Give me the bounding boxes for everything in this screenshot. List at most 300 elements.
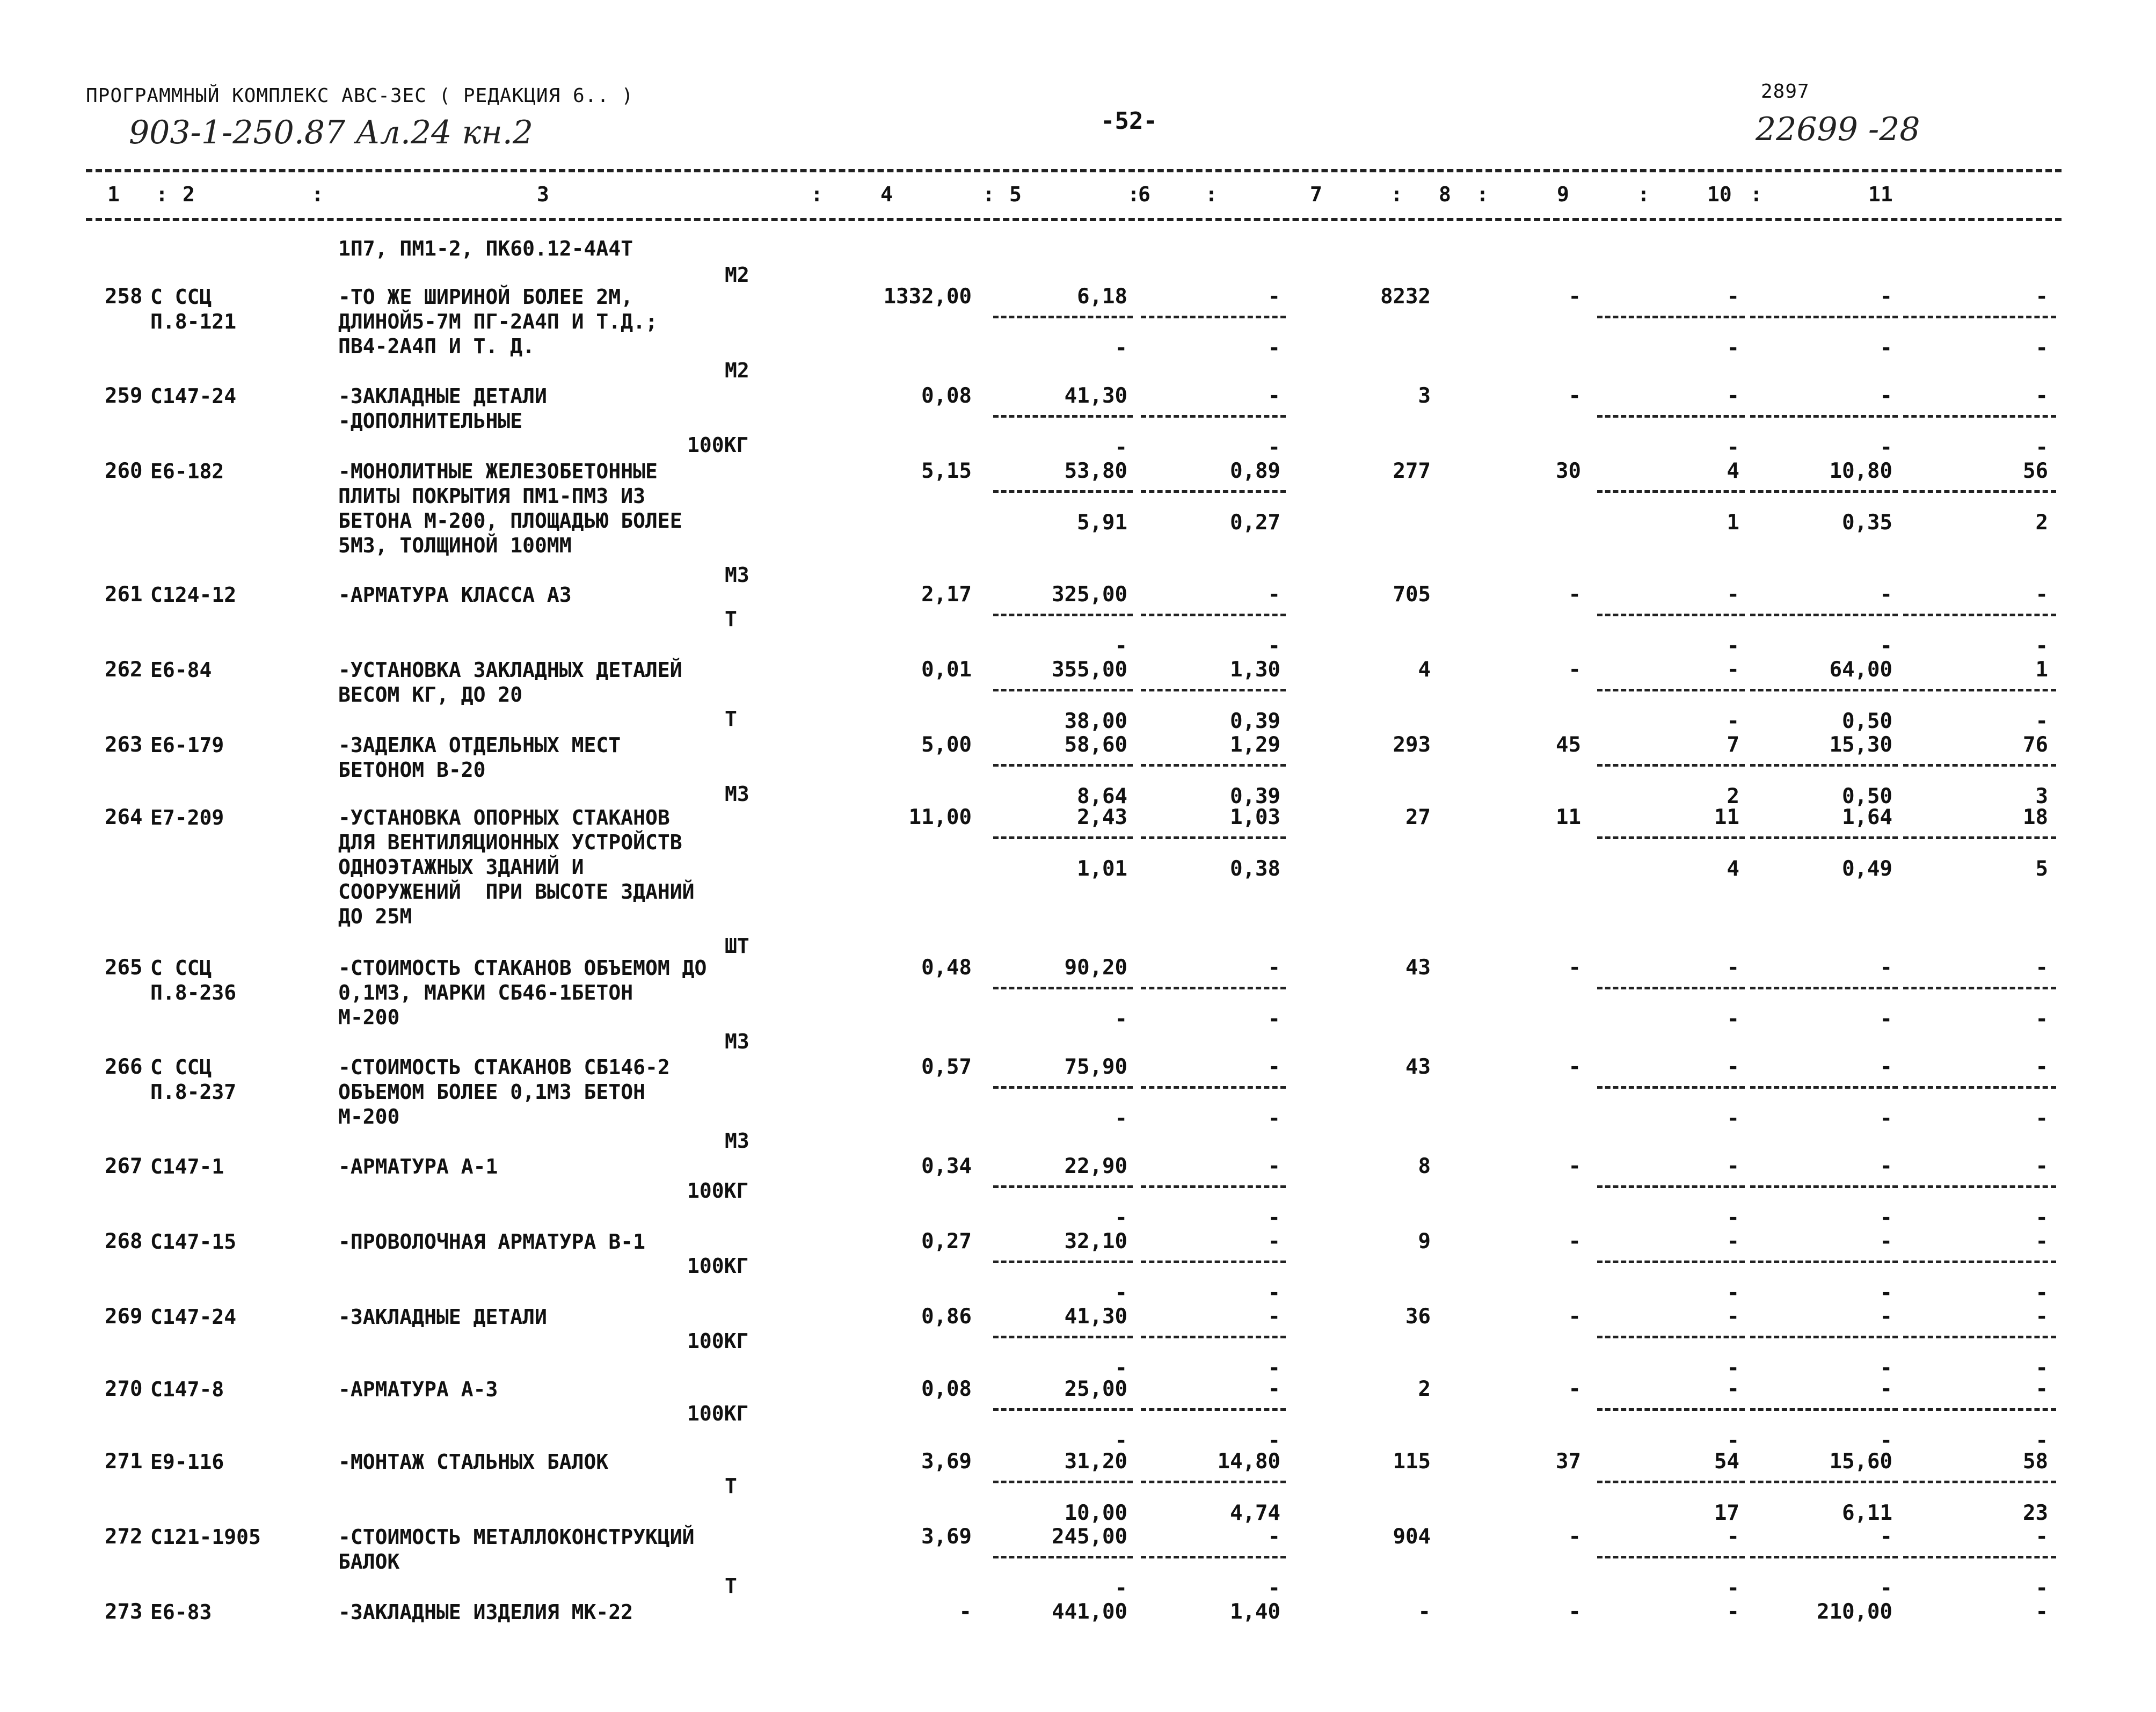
cell-col-7: 4	[1418, 658, 1431, 682]
column-number: 5	[1009, 183, 1022, 206]
subvalue-s5: -	[1115, 1429, 1127, 1453]
unit-of-measure: Т	[725, 1474, 737, 1498]
cell-col-7: 9	[1418, 1229, 1431, 1254]
unit-of-measure: 100КГ	[687, 433, 749, 457]
subvalue-s6: -	[1268, 336, 1280, 360]
subtotal-separator	[1141, 316, 1286, 318]
cell-col-4: 11,00	[908, 805, 972, 829]
cell-col-4: 0,27	[921, 1229, 972, 1254]
subvalue-s9: -	[1727, 336, 1739, 360]
subtotal-separator	[1141, 1556, 1286, 1558]
unit-of-measure: М3	[725, 782, 749, 806]
subtotal-separator	[993, 764, 1133, 767]
subtotal-separator	[1903, 1336, 2056, 1338]
subtotal-separator	[993, 1556, 1133, 1558]
subtotal-separator	[1597, 1086, 1745, 1089]
subtotal-separator	[1903, 987, 2056, 989]
work-description: -ЗАКЛАДНЫЕ ДЕТАЛИ -ДОПОЛНИТЕЛЬНЫЕ	[338, 384, 547, 433]
cell-col-4: 0,57	[921, 1055, 972, 1079]
cell-col-10: -	[1880, 1229, 1892, 1254]
work-description: -МОНТАЖ СТАЛЬНЫХ БАЛОК	[338, 1450, 609, 1474]
unit-of-measure: 100КГ	[687, 1402, 749, 1425]
subvalue-s5: 1,01	[1077, 857, 1127, 881]
column-separator-colon: :	[311, 183, 324, 206]
cell-col-11: -	[2035, 1055, 2048, 1079]
column-separator-colon: :	[811, 183, 823, 206]
subvalue-s6: 4,74	[1230, 1501, 1280, 1525]
cell-col-10: -	[1880, 1154, 1892, 1178]
cell-col-9: -	[1727, 956, 1739, 980]
column-number: 9	[1557, 183, 1569, 206]
subtotal-separator	[1141, 836, 1286, 839]
cell-col-7: 277	[1393, 459, 1431, 483]
subtotal-separator	[1597, 316, 1745, 318]
unit-of-measure: ШТ	[725, 934, 749, 958]
subtotal-separator	[1597, 1556, 1745, 1558]
cell-col-9: 11	[1714, 805, 1739, 829]
column-number: 10	[1707, 183, 1732, 206]
subtotal-separator	[1903, 316, 2056, 318]
subtotal-separator	[1750, 987, 1898, 989]
cell-col-6: 1,29	[1230, 733, 1280, 757]
cell-col-9: -	[1727, 1305, 1739, 1329]
cell-col-11: -	[2035, 1600, 2048, 1624]
subvalue-s10: -	[1880, 634, 1892, 658]
subtotal-separator	[1597, 1185, 1745, 1188]
cell-col-7: 8	[1418, 1154, 1431, 1178]
subtotal-separator	[1141, 490, 1286, 493]
row-number: 265	[105, 956, 143, 980]
subvalue-s9: -	[1727, 634, 1739, 658]
column-separator-colon: :	[1476, 183, 1489, 206]
subvalue-s11: -	[2035, 1576, 2048, 1600]
subvalue-s11: -	[2035, 1206, 2048, 1230]
subvalue-s9: -	[1727, 1007, 1739, 1031]
row-number: 270	[105, 1377, 143, 1401]
cell-col-5: 90,20	[1064, 956, 1127, 980]
subtotal-separator	[1750, 1408, 1898, 1411]
work-description: -ЗАДЕЛКА ОТДЕЛЬНЫХ МЕСТ БЕТОНОМ В-20	[338, 733, 621, 782]
subvalue-s6: -	[1268, 1356, 1280, 1380]
cell-col-11: -	[2035, 956, 2048, 980]
cell-col-8: 37	[1556, 1449, 1581, 1474]
subvalue-s6: 0,38	[1230, 857, 1280, 881]
column-separator-colon: :	[1750, 183, 1762, 206]
subvalue-s11: -	[2035, 709, 2048, 733]
subtotal-separator	[1141, 1086, 1286, 1089]
cell-col-8: 11	[1556, 805, 1581, 829]
subtotal-separator	[1903, 836, 2056, 839]
cell-col-11: 56	[2023, 459, 2048, 483]
unit-of-measure: Т	[725, 607, 737, 631]
work-description: 1П7, ПМ1-2, ПК60.12-4А4Т	[338, 237, 633, 260]
cell-col-5: 32,10	[1064, 1229, 1127, 1254]
subtotal-separator	[1597, 490, 1745, 493]
cell-col-8: -	[1568, 1600, 1581, 1624]
column-number: 4	[880, 183, 893, 206]
subtotal-separator	[1597, 1408, 1745, 1411]
subtotal-separator	[1750, 1481, 1898, 1483]
column-number: 3	[537, 183, 549, 206]
cell-col-8: -	[1568, 384, 1581, 408]
subvalue-s11: -	[2035, 1429, 2048, 1453]
subvalue-s5: -	[1115, 435, 1127, 460]
subtotal-separator	[993, 614, 1133, 616]
subvalue-s9: -	[1727, 709, 1739, 733]
subtotal-separator	[1903, 1556, 2056, 1558]
row-number: 272	[105, 1525, 143, 1549]
subtotal-separator	[1750, 689, 1898, 691]
price-code: Е6-182	[150, 460, 224, 483]
row-number: 260	[105, 459, 143, 483]
subvalue-s6: -	[1268, 634, 1280, 658]
work-description: -УСТАНОВКА ЗАКЛАДНЫХ ДЕТАЛЕЙ ВЕСОМ КГ, ДО 20	[338, 658, 682, 706]
cell-col-6: 1,03	[1230, 805, 1280, 829]
row-number: 268	[105, 1229, 143, 1254]
subvalue-s9: -	[1727, 1206, 1739, 1230]
subvalue-s11: 5	[2035, 857, 2048, 881]
subvalue-s6: -	[1268, 1429, 1280, 1453]
cell-col-6: -	[1268, 384, 1280, 408]
price-code: Е6-83	[150, 1600, 212, 1624]
cell-col-6: -	[1268, 1154, 1280, 1178]
subvalue-s9: -	[1727, 435, 1739, 460]
subvalue-s5: 8,64	[1077, 784, 1127, 808]
unit-of-measure: 100КГ	[687, 1329, 749, 1353]
subtotal-separator	[1141, 689, 1286, 691]
cell-col-4: 0,34	[921, 1154, 972, 1178]
column-separator-colon: :	[1637, 183, 1650, 206]
subtotal-separator	[1750, 764, 1898, 767]
cell-col-11: -	[2035, 1525, 2048, 1549]
unit-of-measure: М3	[725, 1030, 749, 1053]
subtotal-separator	[993, 490, 1133, 493]
cell-col-6: 0,89	[1230, 459, 1280, 483]
column-number: 6	[1138, 183, 1150, 206]
price-code: С121-1905	[150, 1525, 261, 1549]
cell-col-11: -	[2035, 582, 2048, 607]
subvalue-s5: -	[1115, 1576, 1127, 1600]
cell-col-4: 5,00	[921, 733, 972, 757]
subtotal-separator	[1597, 764, 1745, 767]
unit-of-measure: М2	[725, 263, 749, 287]
price-code: С147-15	[150, 1230, 237, 1254]
cell-col-8: -	[1568, 1305, 1581, 1329]
subvalue-s5: -	[1115, 1206, 1127, 1230]
cell-col-5: 2,43	[1077, 805, 1127, 829]
row-number: 266	[105, 1055, 143, 1079]
cell-col-9: -	[1727, 1154, 1739, 1178]
column-separator-colon: :	[156, 183, 168, 206]
cell-col-9: 7	[1727, 733, 1739, 757]
cell-col-7: 43	[1405, 1055, 1431, 1079]
subvalue-s11: 3	[2035, 784, 2048, 808]
cell-col-5: 31,20	[1064, 1449, 1127, 1474]
subvalue-s5: -	[1115, 1356, 1127, 1380]
cell-col-8: -	[1568, 285, 1581, 309]
subvalue-s10: 0,50	[1842, 784, 1892, 808]
subtotal-separator	[1597, 836, 1745, 839]
column-number: 1	[107, 183, 120, 206]
subtotal-separator	[1597, 1336, 1745, 1338]
header-separator-top	[86, 169, 2062, 172]
subvalue-s10: 0,35	[1842, 511, 1892, 535]
subvalue-s9: -	[1727, 1429, 1739, 1453]
cell-col-7: 705	[1393, 582, 1431, 607]
subtotal-separator	[993, 1481, 1133, 1483]
cell-col-10: 64,00	[1829, 658, 1892, 682]
cell-col-11: 58	[2023, 1449, 2048, 1474]
cell-col-6: -	[1268, 1055, 1280, 1079]
subvalue-s6: 0,39	[1230, 784, 1280, 808]
subvalue-s10: -	[1880, 1007, 1892, 1031]
unit-of-measure: М3	[725, 563, 749, 587]
unit-of-measure: 100КГ	[687, 1254, 749, 1278]
row-number: 267	[105, 1154, 143, 1178]
column-number: 11	[1868, 183, 1893, 206]
subvalue-s11: -	[2035, 1281, 2048, 1305]
subtotal-separator	[1141, 1261, 1286, 1263]
cell-col-5: 41,30	[1064, 384, 1127, 408]
cell-col-7: 293	[1393, 733, 1431, 757]
cell-col-9: 4	[1727, 459, 1739, 483]
subvalue-s10: -	[1880, 1576, 1892, 1600]
cell-col-6: 1,40	[1230, 1600, 1280, 1624]
cell-col-5: 41,30	[1064, 1305, 1127, 1329]
header-separator-bottom	[86, 218, 2062, 221]
subtotal-separator	[1141, 614, 1286, 616]
cell-col-7: 2	[1418, 1377, 1431, 1401]
cell-col-7: 115	[1393, 1449, 1431, 1474]
subvalue-s5: -	[1115, 336, 1127, 360]
cell-col-4: 0,08	[921, 384, 972, 408]
subvalue-s9: -	[1727, 1106, 1739, 1131]
column-number: 2	[183, 183, 195, 206]
cell-col-11: -	[2035, 1377, 2048, 1401]
subvalue-s6: 0,27	[1230, 511, 1280, 535]
cell-col-6: -	[1268, 285, 1280, 309]
cell-col-11: -	[2035, 1154, 2048, 1178]
subtotal-separator	[1141, 1481, 1286, 1483]
row-number: 269	[105, 1305, 143, 1329]
cell-col-6: -	[1268, 956, 1280, 980]
subtotal-separator	[1903, 1408, 2056, 1411]
subvalue-s9: 2	[1727, 784, 1739, 808]
cell-col-7: 3	[1418, 384, 1431, 408]
cell-col-5: 22,90	[1064, 1154, 1127, 1178]
subtotal-separator	[1903, 1261, 2056, 1263]
price-code: С ССЦ П.8-237	[150, 1055, 237, 1104]
work-description: -ЗАКЛАДНЫЕ ДЕТАЛИ	[338, 1305, 547, 1329]
cell-col-11: -	[2035, 285, 2048, 309]
cell-col-7: 36	[1405, 1305, 1431, 1329]
subvalue-s10: -	[1880, 336, 1892, 360]
cell-col-4: 0,48	[921, 956, 972, 980]
subtotal-separator	[993, 1261, 1133, 1263]
cell-col-8: -	[1568, 1377, 1581, 1401]
unit-of-measure: 100КГ	[687, 1179, 749, 1203]
program-header: ПРОГРАММНЫЙ КОМПЛЕКС АВС-ЗЕС ( РЕДАКЦИЯ 6.. )	[86, 85, 634, 107]
cell-col-5: 355,00	[1052, 658, 1127, 682]
page-number: -52-	[1101, 107, 1157, 135]
work-description: -МОНОЛИТНЫЕ ЖЕЛЕЗОБЕТОННЫЕ ПЛИТЫ ПОКРЫТИЯ ПМ1-ПМ3 ИЗ БЕТОНА М-200, ПЛОЩАДЬЮ БОЛЕЕ 5М3, ТОЛЩИНОЙ 100ММ	[338, 460, 682, 557]
subtotal-separator	[1750, 316, 1898, 318]
subvalue-s10: 0,49	[1842, 857, 1892, 881]
subvalue-s6: 0,39	[1230, 709, 1280, 733]
subtotal-separator	[1903, 1086, 2056, 1089]
subtotal-separator	[1141, 1336, 1286, 1338]
cell-col-9: -	[1727, 384, 1739, 408]
subtotal-separator	[993, 836, 1133, 839]
cell-col-8: 45	[1556, 733, 1581, 757]
subtotal-separator	[1903, 1185, 2056, 1188]
subvalue-s5: -	[1115, 634, 1127, 658]
row-number: 258	[105, 285, 143, 309]
row-number: 271	[105, 1449, 143, 1474]
subvalue-s11: 2	[2035, 511, 2048, 535]
work-description: -СТОИМОСТЬ МЕТАЛЛОКОНСТРУКЦИЙ БАЛОК	[338, 1525, 695, 1573]
cell-col-4: 0,01	[921, 658, 972, 682]
column-separator-colon: :	[1127, 183, 1140, 206]
handwritten-project-code: 903-1-250.87 Ал.24 кн.2	[129, 114, 533, 151]
row-number: 263	[105, 733, 143, 757]
cell-col-6: -	[1268, 1305, 1280, 1329]
subvalue-s11: -	[2035, 435, 2048, 460]
subtotal-separator	[1750, 1086, 1898, 1089]
cell-col-10: -	[1880, 956, 1892, 980]
cell-col-8: -	[1568, 1055, 1581, 1079]
cell-col-8: -	[1568, 658, 1581, 682]
work-description: -ТО ЖЕ ШИРИНОЙ БОЛЕЕ 2М, ДЛИНОЙ5-7М ПГ-2А4П И Т.Д.; ПВ4-2А4П И Т. Д.	[338, 285, 658, 358]
subtotal-separator	[1750, 1261, 1898, 1263]
unit-of-measure: Т	[725, 707, 737, 731]
cell-col-11: -	[2035, 384, 2048, 408]
work-description: -СТОИМОСТЬ СТАКАНОВ СБ146-2 ОБЪЕМОМ БОЛЕЕ 0,1М3 БЕТОН М-200	[338, 1055, 670, 1128]
subvalue-s5: 38,00	[1064, 709, 1127, 733]
subvalue-s10: -	[1880, 1106, 1892, 1131]
cell-col-6: 1,30	[1230, 658, 1280, 682]
subtotal-separator	[1750, 1185, 1898, 1188]
cell-col-4: 0,08	[921, 1377, 972, 1401]
subvalue-s10: -	[1880, 1281, 1892, 1305]
work-description: -СТОИМОСТЬ СТАКАНОВ ОБЪЕМОМ ДО 0,1М3, МАРКИ СБ46-1БЕТОН М-200	[338, 956, 707, 1029]
subvalue-s6: -	[1268, 1106, 1280, 1131]
subtotal-separator	[1903, 415, 2056, 418]
subtotal-separator	[1750, 490, 1898, 493]
cell-col-9: -	[1727, 285, 1739, 309]
cell-col-8: -	[1568, 956, 1581, 980]
subvalue-s5: -	[1115, 1281, 1127, 1305]
price-code: Е7-209	[150, 806, 224, 829]
row-number: 273	[105, 1600, 143, 1624]
column-separator-colon: :	[982, 183, 995, 206]
subtotal-separator	[1903, 689, 2056, 691]
cell-col-4: 3,69	[921, 1525, 972, 1549]
row-number: 264	[105, 805, 143, 829]
cell-col-7: 27	[1405, 805, 1431, 829]
cell-col-6: 14,80	[1217, 1449, 1280, 1474]
cell-col-8: -	[1568, 1154, 1581, 1178]
subtotal-separator	[1141, 764, 1286, 767]
unit-of-measure: М2	[725, 359, 749, 382]
row-number: 259	[105, 384, 143, 408]
subtotal-separator	[1141, 415, 1286, 418]
cell-col-10: -	[1880, 1055, 1892, 1079]
subvalue-s11: -	[2035, 336, 2048, 360]
subvalue-s10: -	[1880, 1429, 1892, 1453]
cell-col-6: -	[1268, 1229, 1280, 1254]
cell-col-5: 245,00	[1052, 1525, 1127, 1549]
row-number: 261	[105, 582, 143, 607]
subvalue-s9: 4	[1727, 857, 1739, 881]
cell-col-10: -	[1880, 1377, 1892, 1401]
cell-col-7: 43	[1405, 956, 1431, 980]
cell-col-6: -	[1268, 1377, 1280, 1401]
subvalue-s11: -	[2035, 634, 2048, 658]
subvalue-s6: -	[1268, 1206, 1280, 1230]
subtotal-separator	[1903, 614, 2056, 616]
subtotal-separator	[1597, 689, 1745, 691]
cell-col-9: -	[1727, 1229, 1739, 1254]
work-description: -АРМАТУРА КЛАССА А3	[338, 583, 572, 607]
subvalue-s5: -	[1115, 1106, 1127, 1131]
cell-col-10: -	[1880, 1305, 1892, 1329]
price-code: Е6-179	[150, 733, 224, 757]
subtotal-separator	[993, 316, 1133, 318]
cell-col-11: -	[2035, 1229, 2048, 1254]
cell-col-10: -	[1880, 384, 1892, 408]
subtotal-separator	[1597, 1481, 1745, 1483]
cell-col-11: 1	[2035, 658, 2048, 682]
cell-col-8: -	[1568, 1525, 1581, 1549]
subtotal-separator	[1750, 836, 1898, 839]
subtotal-separator	[993, 1086, 1133, 1089]
subtotal-separator	[1597, 987, 1745, 989]
subtotal-separator	[1141, 1408, 1286, 1411]
cell-col-11: 18	[2023, 805, 2048, 829]
subvalue-s5: -	[1115, 1007, 1127, 1031]
cell-col-5: 75,90	[1064, 1055, 1127, 1079]
subvalue-s11: -	[2035, 1007, 2048, 1031]
subtotal-separator	[993, 1336, 1133, 1338]
subtotal-separator	[993, 1408, 1133, 1411]
subtotal-separator	[1750, 614, 1898, 616]
subvalue-s11: -	[2035, 1106, 2048, 1131]
subtotal-separator	[1750, 415, 1898, 418]
subvalue-s9: 1	[1727, 511, 1739, 535]
subvalue-s10: -	[1880, 1356, 1892, 1380]
cell-col-9: -	[1727, 658, 1739, 682]
cell-col-5: 325,00	[1052, 582, 1127, 607]
cell-col-9: -	[1727, 1525, 1739, 1549]
price-code: С124-12	[150, 583, 237, 607]
price-code: С147-24	[150, 384, 237, 408]
unit-of-measure: М3	[725, 1129, 749, 1153]
cell-col-9: -	[1727, 1055, 1739, 1079]
subtotal-separator	[1903, 1481, 2056, 1483]
subvalue-s9: 17	[1714, 1501, 1739, 1525]
subvalue-s10: -	[1880, 435, 1892, 460]
subvalue-s9: -	[1727, 1576, 1739, 1600]
cell-col-7: 8232	[1380, 285, 1431, 309]
price-code: С147-24	[150, 1305, 237, 1329]
subtotal-separator	[1597, 415, 1745, 418]
cell-col-9: 54	[1714, 1449, 1739, 1474]
subvalue-s5: 10,00	[1064, 1501, 1127, 1525]
subtotal-separator	[1597, 1261, 1745, 1263]
price-code: С ССЦ П.8-236	[150, 956, 237, 1004]
subvalue-s6: -	[1268, 1007, 1280, 1031]
